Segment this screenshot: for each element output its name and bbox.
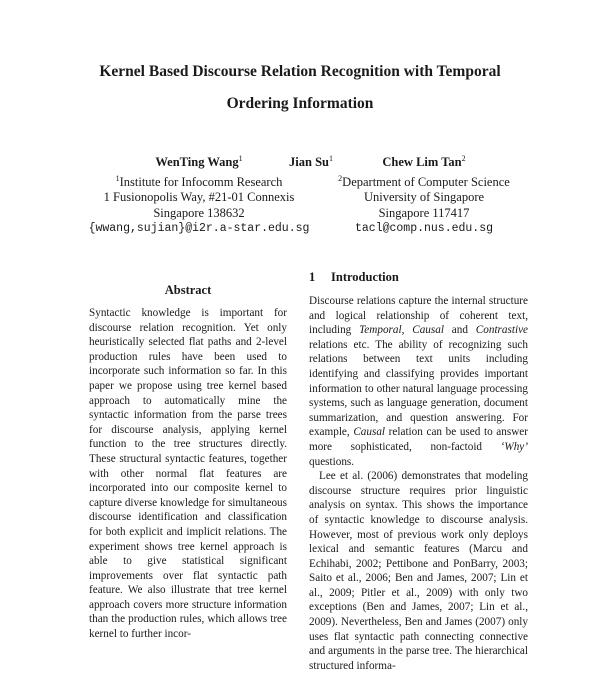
paper-title-line-1: Kernel Based Discourse Relation Recognition with Temporal <box>99 63 501 80</box>
abstract-heading: Abstract <box>164 283 212 297</box>
paper-title-line-2: Ordering Information <box>226 95 374 112</box>
affiliation-1-institute: $^1$Institute for Infocomm Research <box>115 173 283 189</box>
section-heading-introduction <box>309 270 399 285</box>
affiliation-2-city: Singapore 117417 <box>378 205 470 220</box>
affiliation-block-1 <box>88 151 310 237</box>
affiliation-1-email[interactable]: {wwang,sujian}@i2r.a-star.edu.sg <box>88 222 310 236</box>
abstract-text: Syntactic knowledge is important for discourse relation recognition. Yet only heuristically selected flat paths and 2-level production rules have been used to incorporate such information so far. In this paper we propose using tree kernel based approach to automatically mine the syntactic information from the parse trees for discourse analysis, applying kernel function to the tree structures directly. These structural syntactic features, together with other normal flat features are incorporated into our composite kernel to capture diverse knowledge for simultaneous discourse identification and classification for both explicit and implicit relations. The experiment shows tree kernel approach is able to give statistical significant improvements over flat syntactic path feature. We also illustrate that tree kernel approach covers more structure information than the production rules, which allows tree kernel to further incor- <box>89 307 287 641</box>
introduction-body <box>309 294 528 673</box>
intro-paragraph-1: Discourse relations capture the internal structure and logical relationship of coherent text, including Temporal, Causal and Contrastive relations etc. The ability of recognizing such relations between text units including identifying and classifying provides important information to other natural language processing systems, such as language generation, document summarization, and question answering. For example, Causal relation can be used to answer more sophisticated, non-factoid ‘Why’ questions. <box>309 295 529 468</box>
abstract-body <box>89 306 287 642</box>
section-number: 1 <box>309 270 316 284</box>
affiliation-2-department: $^2$Department of Computer Science <box>338 173 510 189</box>
author-wenting-wang: WenTing Wang$^1$ <box>155 154 243 170</box>
author-jian-su: Jian Su$^1$ <box>289 154 333 170</box>
affiliation-2-email[interactable]: tacl@comp.nus.edu.sg <box>354 222 494 236</box>
affiliation-1-address: 1 Fusionopolis Way, #21-01 Connexis <box>103 190 295 205</box>
intro-paragraph-2: Lee et al. (2006) demonstrates that modeling discourse structure requires prior linguistic analysis on syntax. This shows the importance of syntactic knowledge to discourse analysis. However, most of previous work only deploys lexical and semantic features (Marcu and Echihabi, 2002; Pettibone and PonBarry, 2003; Saito et al., 2006; Ben and James, 2007; Lin et al., 2009; Pitler et al., 2009) with only two exceptions (Ben and James, 2007; Lin et al., 2009). Nevertheless, Ben and James (2007) only uses flat syntactic path connecting connective and arguments in the parse tree. The hierarchical structured informa- <box>309 470 528 672</box>
section-title: Introduction <box>331 270 399 284</box>
affiliation-2-university: University of Singapore <box>363 190 485 205</box>
affiliation-1-city: Singapore 138632 <box>153 205 245 220</box>
affiliation-block-2 <box>336 151 512 237</box>
author-chew-lim-tan: Chew Lim Tan$^2$ <box>382 154 466 170</box>
